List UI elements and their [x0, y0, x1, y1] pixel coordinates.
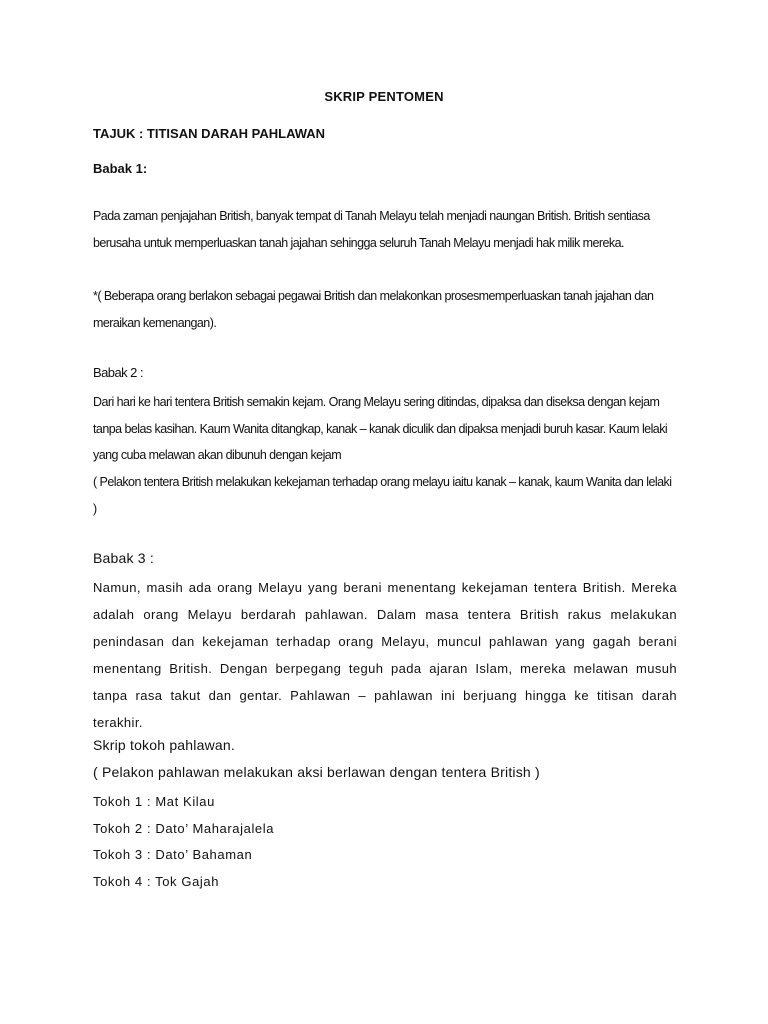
tokoh-item: Tokoh 1 : Mat Kilau [93, 794, 215, 809]
tokoh-item: Tokoh 4 : Tok Gajah [93, 874, 220, 890]
tajuk-heading: TAJUK : TITISAN DARAH PAHLAWAN [93, 126, 326, 141]
babak-2-heading: Babak 2 : [93, 365, 143, 380]
document-title: SKRIP PENTOMEN [324, 89, 444, 104]
skrip-tokoh-note: ( Pelakon pahlawan melakukan aksi berlawan dengan tentera British ) [93, 764, 540, 780]
babak-2-note: ( Pelakon tentera British melakukan kekejaman terhadap orang melayu iaitu kanak – kanak, kaum Wanita dan lelaki ) [93, 475, 672, 516]
babak-2-paragraph: Dari hari ke hari tentera British semakin kejam. Orang Melayu sering ditindas, dipaksa dan diseksa dengan kejam tanpa belas kasihan. Kaum Wanita ditangkap, kanak – kanak diculik dan dipaksa menjadi buruh kasar. Kaum lelaki yang cuba melawan akan dibunuh dengan kejam [93, 395, 668, 462]
tokoh-item: Tokoh 2 : Dato’ Maharajalela [93, 820, 275, 836]
skrip-tokoh-heading: Skrip tokoh pahlawan. [93, 737, 235, 753]
tokoh-item: Tokoh 3 : Dato’ Bahaman [93, 847, 253, 863]
tokoh-list [93, 789, 274, 896]
babak-1-heading: Babak 1: [93, 161, 148, 176]
babak-1-paragraph: Pada zaman penjajahan British, banyak tempat di Tanah Melayu telah menjadi naungan British. British sentiasa berusaha untuk memperluaskan tanah jajahan sehingga seluruh Tanah Melayu menjadi hak milik mereka. [93, 209, 650, 250]
babak-3-heading: Babak 3 : [93, 550, 154, 566]
babak-1-note: *( Beberapa orang berlakon sebagai pegawai British dan melakonkan prosesmemperluaskan tanah jajahan dan meraikan kemenangan). [93, 289, 654, 330]
babak-3-paragraph: Namun, masih ada orang Melayu yang berani menentang kekejaman tentera British. Mereka adalah orang Melayu berdarah pahlawan. Dalam masa tentera British rakus melakukan penindasan dan kekejaman terhadap orang Melayu, muncul pahlawan yang gagah berani menentang British. Dengan berpegang teguh pada ajaran Islam, mereka melawan musuh tanpa rasa takut dan gentar. Pahlawan – pahlawan ini berjuang hingga ke titisan darah terakhir. [93, 580, 677, 730]
